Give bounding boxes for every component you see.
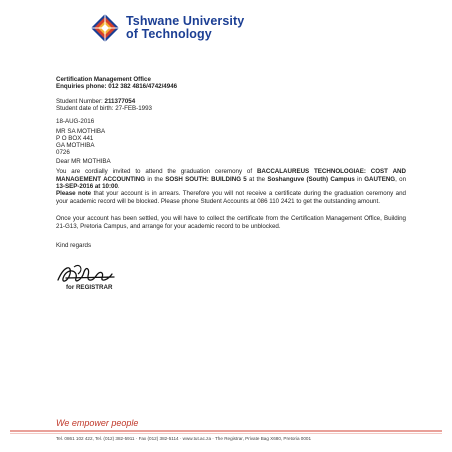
university-name-line1: Tshwane University	[126, 13, 245, 28]
office-enquiries: Enquiries phone: 012 382 4816/4742/4946	[56, 83, 178, 90]
address-line: 0726	[56, 149, 70, 156]
student-dob-label: Student date of birth:	[56, 105, 114, 112]
venue: SOSH SOUTH: BUILDING 5	[165, 175, 247, 183]
footer-slogan: We empower people	[56, 418, 139, 428]
address-line: P O BOX 441	[56, 135, 94, 142]
campus: Soshanguve (South) Campus	[267, 175, 355, 183]
p1-text: in the	[145, 175, 166, 183]
arrears-paragraph	[56, 190, 406, 205]
tut-logo-icon	[90, 13, 120, 43]
office-name: Certification Management Office	[56, 76, 151, 83]
ceremony-datetime: 13-SEP-2016 at 10:00	[56, 183, 118, 191]
collection-paragraph: Once your account has been settled, you will have to collect the certificate from the Certification Management Office, Building 21-G13, Pretoria Campus, and arrange for your academic record to be unblocked.	[56, 215, 406, 230]
p2-text: that your account is in arrears. Therefore you will not receive a certificate during the graduation ceremony and your academic record will be blocked. Please phone Student Accounts at 086 110 2421 to get the outstanding amount.	[56, 190, 406, 205]
university-logo	[90, 6, 244, 50]
footer-divider	[10, 433, 442, 434]
student-dob-row	[56, 105, 152, 112]
university-name	[126, 15, 244, 41]
p1-text: in	[354, 175, 365, 183]
province: GAUTENG	[364, 175, 396, 183]
p1-text: .	[117, 183, 120, 191]
invitation-paragraph	[56, 168, 406, 191]
university-name-line2: of Technology	[126, 27, 212, 41]
student-dob: 27-FEB-1993	[115, 105, 152, 112]
address-line: GA MOTHIBA	[56, 142, 95, 149]
letter-date: 18-AUG-2016	[56, 118, 95, 125]
footer-contact: Tel. 0861 102 422, Tel. (012) 382-5911 · Fax (012) 382-5114 · www.tut.ac.za · The Registrar, Private Bag X680, Pretoria 0001	[56, 436, 312, 441]
student-number-label: Student Number:	[56, 98, 103, 105]
salutation: Dear MR MOTHIBA	[56, 158, 111, 165]
p1-text: , on	[395, 175, 407, 183]
address-line: MR SA MOTHIBA	[56, 128, 106, 135]
signatory: for REGISTRAR	[66, 284, 113, 291]
please-note: Please note	[56, 190, 92, 197]
student-number: 211377054	[104, 98, 136, 105]
qualification-name: BACCALAUREUS TECHNOLOGIAE: COST AND MANAGEMENT ACCOUNTING	[56, 168, 406, 183]
closing: Kind regards	[56, 242, 92, 249]
p1-text: You are cordially invited to attend the graduation ceremony of	[56, 168, 257, 175]
footer-divider	[10, 430, 442, 432]
p1-text: at the	[246, 175, 268, 183]
